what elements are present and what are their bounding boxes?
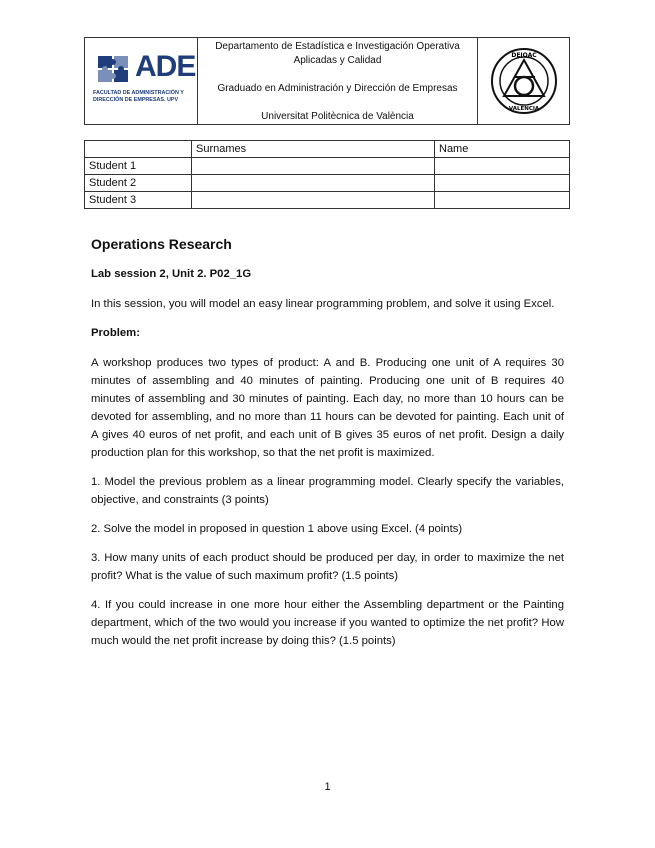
question-4: 4. If you could increase in one more hour either the Assembling department or the Painting department, which of the two would you increase if you wanted to optimize the net profit? How much would the net profit increase by doing this? (1.5 points) <box>91 599 564 647</box>
ade-subtitle-line-2: DIRECCIÓN DE EMPRESAS. UPV <box>93 97 179 103</box>
ade-logo-subtitle <box>93 90 184 104</box>
question-1: 1. Model the previous problem as a linear programming model. Clearly specify the variables, objective, and constraints (3 points) <box>91 476 564 506</box>
page-number: 1 <box>324 781 331 793</box>
university-line: Universitat Politècnica de València <box>261 111 414 122</box>
table-row <box>85 158 570 175</box>
table-header-cell <box>85 141 192 158</box>
degree-line: Graduado en Administración y Dirección de Empresas <box>217 83 458 94</box>
problem-paragraph: A workshop produces two types of product: A and B. Producing one unit of A requires 30 minutes of assembling and 40 minutes of painting. Producing one unit of B requires 40 minutes of assembling and 30 minutes of painting. Each day, no more than 10 hours can be devoted for assembling, and no more than 11 hours can be devoted for painting. Each unit of A gives 40 euros of net profit, and each unit of B gives 35 euros of net profit. Design a daily production plan for this workshop, so that the net profit is maximized. <box>91 357 564 459</box>
lab-session-heading: Lab session 2, Unit 2. P02_1G <box>91 268 252 280</box>
deioac-seal <box>477 38 569 124</box>
ade-puzzle-icon <box>96 54 132 84</box>
name-cell[interactable] <box>435 192 570 209</box>
ade-logo <box>85 38 198 124</box>
students-table-header <box>85 141 570 158</box>
problem-heading: Problem: <box>91 327 140 339</box>
header-center-text <box>198 38 477 124</box>
student-label: Student 1 <box>85 158 192 175</box>
student-label: Student 3 <box>85 192 192 209</box>
students-table <box>84 140 570 209</box>
document-header <box>84 37 570 125</box>
name-cell[interactable] <box>435 158 570 175</box>
document-body <box>91 235 564 661</box>
surnames-cell[interactable] <box>192 192 435 209</box>
student-label: Student 2 <box>85 175 192 192</box>
name-cell[interactable] <box>435 175 570 192</box>
table-row <box>85 192 570 209</box>
table-row <box>85 175 570 192</box>
ade-subtitle-line-1: FACULTAD DE ADMINISTRACIÓN Y <box>93 90 184 96</box>
question-3: 3. How many units of each product should be produced per day, in order to maximize the net profit? What is the value of such maximum profit? (1.5 points) <box>91 552 564 582</box>
document-title: Operations Research <box>91 236 232 252</box>
question-2: 2. Solve the model in proposed in question 1 above using Excel. (4 points) <box>91 523 463 535</box>
deioac-seal-icon <box>489 46 559 116</box>
table-header-surnames: Surnames <box>192 141 435 158</box>
department-line-1: Departamento de Estadística e Investigación Operativa <box>215 41 460 52</box>
seal-bottom-text: VALENCIA <box>508 106 539 112</box>
intro-paragraph: In this session, you will model an easy linear programming problem, and solve it using Excel. <box>91 298 555 310</box>
surnames-cell[interactable] <box>192 158 435 175</box>
ade-logo-text: ADE <box>135 50 196 83</box>
seal-top-text: DEIOAC <box>510 52 537 59</box>
table-header-name: Name <box>435 141 570 158</box>
surnames-cell[interactable] <box>192 175 435 192</box>
department-line-2: Aplicadas y Calidad <box>293 55 382 66</box>
